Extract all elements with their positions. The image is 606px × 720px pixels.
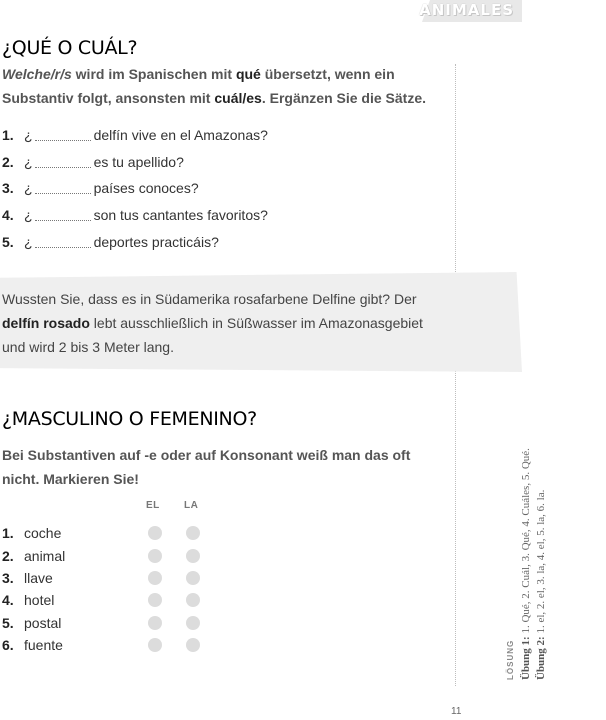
answer-blank[interactable] bbox=[35, 156, 91, 168]
la-radio[interactable] bbox=[186, 526, 200, 540]
exercise2-item: 6. fuente bbox=[2, 634, 242, 656]
la-radio[interactable] bbox=[186, 638, 200, 652]
exercise1-item: 1. ¿ delfín vive en el Amazonas? bbox=[2, 127, 268, 144]
info-box-text: Wussten Sie, dass es in Südamerika rosafarbene Delfine gibt? Der delfín rosado lebt ausschließlich in Süßwasser im Amazonasgebiet und wird 2 bis 3 Meter lang. bbox=[2, 291, 423, 355]
la-radio[interactable] bbox=[186, 593, 200, 607]
exercise1-list bbox=[2, 122, 422, 255]
el-radio[interactable] bbox=[148, 616, 162, 630]
exercise1-item: 2. ¿ es tu apellido? bbox=[2, 153, 184, 170]
exercise1-item: 3. ¿ países conoces? bbox=[2, 180, 199, 197]
el-radio[interactable] bbox=[148, 571, 162, 585]
exercise1-item: 4. ¿ son tus cantantes favoritos? bbox=[2, 207, 268, 224]
exercise1-title: ¿QUÉ O CUÁL? bbox=[2, 37, 138, 59]
exercise2-item: 5. postal bbox=[2, 612, 242, 634]
exercise2-item: 1. coche bbox=[2, 522, 242, 544]
exercise2-item: 4. hotel bbox=[2, 589, 242, 611]
answer-blank[interactable] bbox=[35, 236, 91, 248]
solution-label: LÖSUNG bbox=[506, 639, 515, 680]
el-radio[interactable] bbox=[148, 526, 162, 540]
exercise1-item: 5. ¿ deportes practicáis? bbox=[2, 233, 219, 250]
exercise2-list bbox=[2, 522, 242, 656]
column-header-la: LA bbox=[184, 500, 199, 511]
page-number: 11 bbox=[451, 706, 462, 717]
solution-panel bbox=[506, 380, 606, 680]
exercise1-instruction: Welche/r/s wird im Spanischen mit qué übersetzt, wenn ein Substantiv folgt, ansonsten mit cuál/es. Ergänzen Sie die Sätze. bbox=[2, 66, 427, 106]
answer-blank[interactable] bbox=[35, 129, 91, 141]
la-radio[interactable] bbox=[186, 549, 200, 563]
el-radio[interactable] bbox=[148, 549, 162, 563]
answer-blank[interactable] bbox=[35, 182, 91, 194]
answer-blank[interactable] bbox=[35, 209, 91, 221]
exercise2-instruction: Bei Substantiven auf -e oder auf Konsonant weiß man das oft nicht. Markieren Sie! bbox=[2, 447, 411, 487]
la-radio[interactable] bbox=[186, 571, 200, 585]
exercise2-title: ¿MASCULINO O FEMENINO? bbox=[2, 408, 257, 430]
solution-line-1: Übung 1: 1. Qué, 2. Cuál, 3. Qué, 4. Cuáles, 5. Qué. bbox=[520, 448, 532, 680]
solution-line-2: Übung 2: 1. el, 2. el, 3. la, 4. el, 5. la, 6. la. bbox=[535, 489, 547, 680]
el-radio[interactable] bbox=[148, 593, 162, 607]
column-header-el: EL bbox=[146, 500, 160, 511]
section-header: ANIMALES bbox=[419, 1, 514, 19]
el-radio[interactable] bbox=[148, 638, 162, 652]
exercise2-item: 2. animal bbox=[2, 544, 242, 566]
solution-divider bbox=[455, 64, 456, 686]
exercise2-item: 3. llave bbox=[2, 567, 242, 589]
la-radio[interactable] bbox=[186, 616, 200, 630]
